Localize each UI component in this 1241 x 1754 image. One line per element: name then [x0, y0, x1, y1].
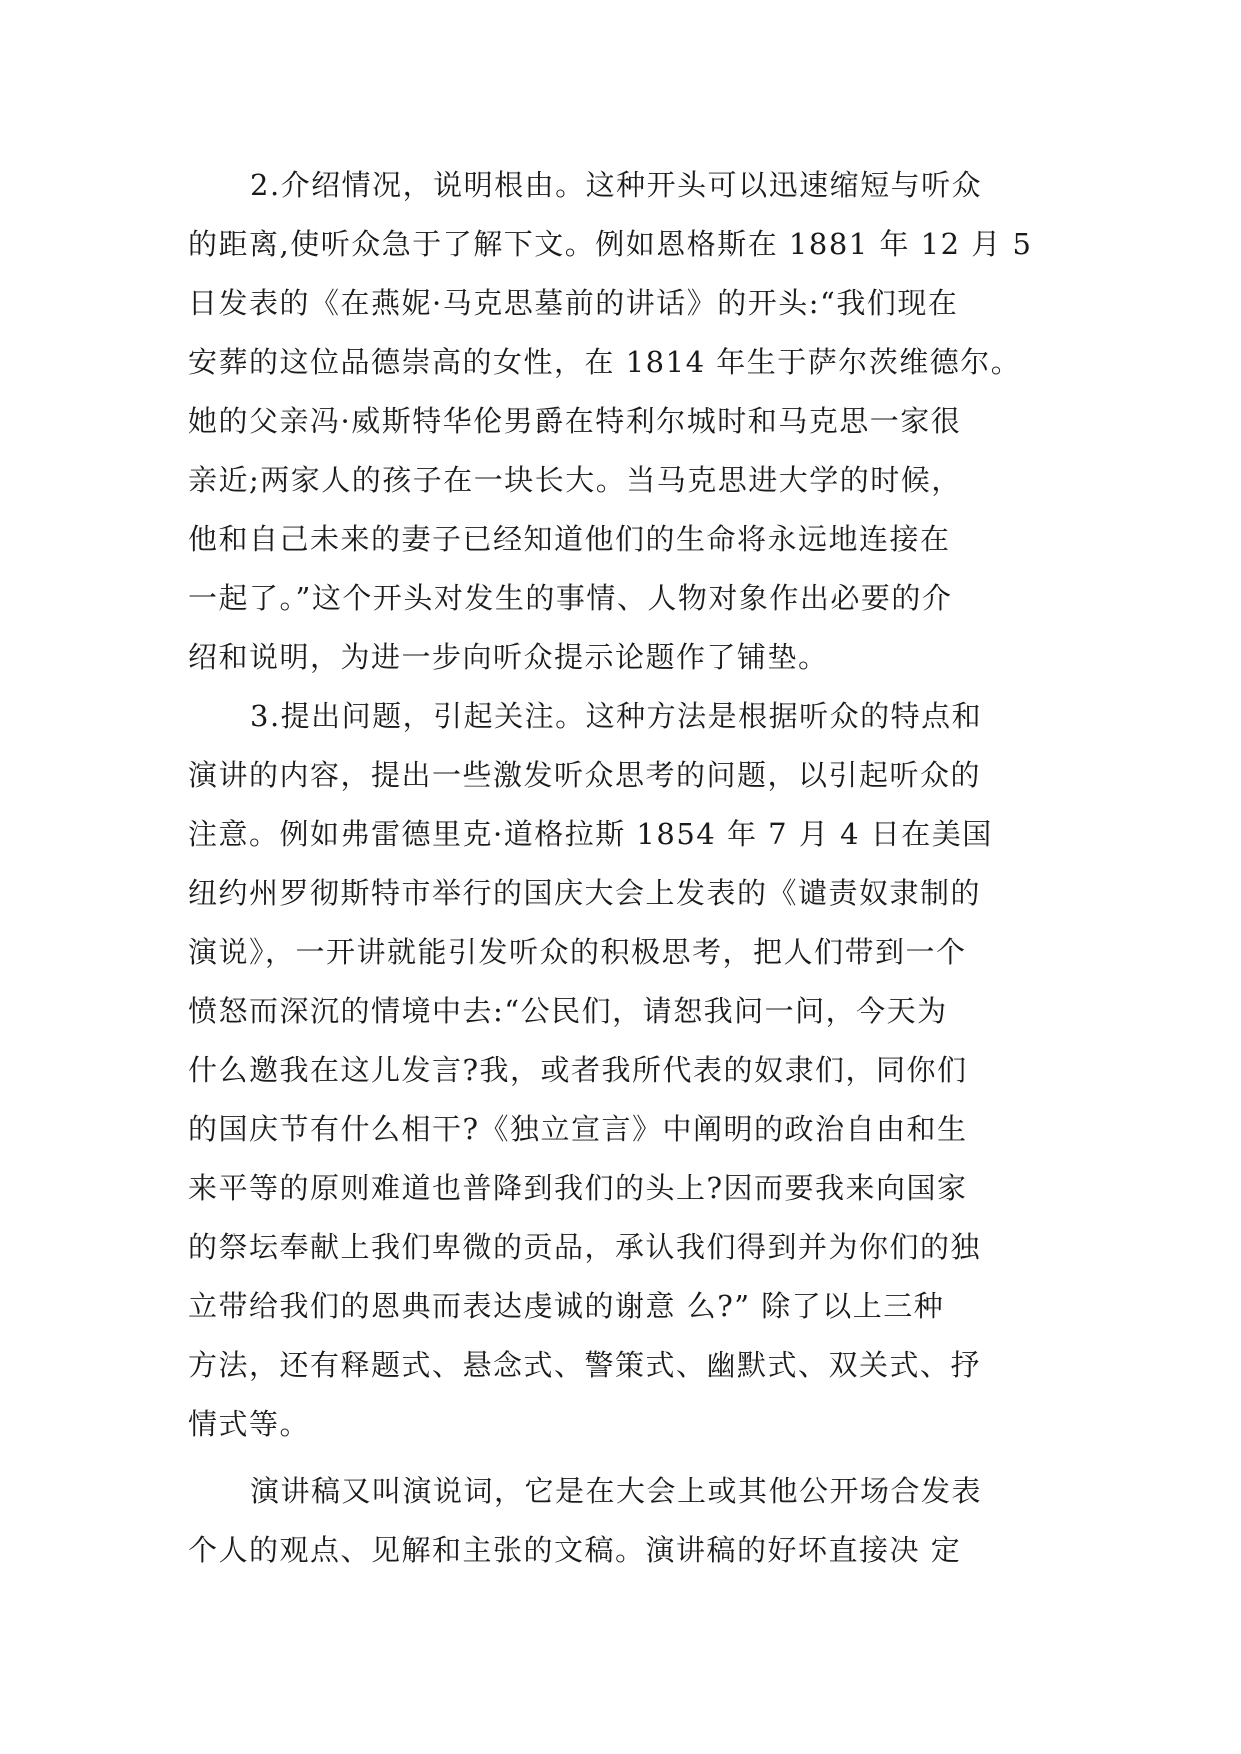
text-line: 3.提出问题，引起关注。这种方法是根据听众的特点和 [250, 699, 983, 733]
text-line: 绍和说明，为进一步向听众提示论题作了铺垫。 [188, 640, 829, 674]
text-line: 情式等。 [188, 1407, 311, 1441]
text-line: 她的父亲冯·威斯特华伦男爵在特利尔城时和马克思一家很 [188, 404, 962, 438]
text-line: 2.介绍情况，说明根由。这种开头可以迅速缩短与听众 [250, 168, 983, 202]
text-line: 亲近;两家人的孩子在一块长大。当马克思进大学的时候， [188, 463, 962, 497]
text-line: 的国庆节有什么相干?《独立宣言》中阐明的政治自由和生 [188, 1112, 968, 1146]
text-line: 演说》，一开讲就能引发听众的积极思考，把人们带到一个 [188, 935, 967, 969]
document-body [188, 156, 1068, 1580]
text-line: 个人的观点、见解和主张的文稿。演讲稿的好坏直接决 定 [188, 1533, 962, 1567]
text-line: 方法，还有释题式、悬念式、警策式、幽默式、双关式、抒 [188, 1348, 982, 1382]
text-line: 来平等的原则难道也普降到我们的头上?因而要我来向国家 [188, 1171, 968, 1205]
text-line: 的距离,使听众急于了解下文。例如恩格斯在 1881 年 12 月 5 [188, 227, 1033, 261]
text-line: 安葬的这位品德崇高的女性，在 1814 年生于萨尔茨维德尔。 [188, 345, 1022, 379]
text-line: 日发表的《在燕妮·马克思墓前的讲话》的开头:“我们现在 [188, 286, 959, 320]
text-line: 愤怒而深沉的情境中去:“公民们，请恕我问一问，今天为 [188, 994, 948, 1028]
text-line: 演讲稿又叫演说词，它是在大会上或其他公开场合发表 [250, 1474, 983, 1508]
text-line: 纽约州罗彻斯特市举行的国庆大会上发表的《谴责奴隶制的 [188, 876, 982, 910]
text-line: 一起了。”这个开头对发生的事情、人物对象作出必要的介 [188, 581, 953, 615]
text-line: 注意。例如弗雷德里克·道格拉斯 1854 年 7 月 4 日在美国 [188, 817, 993, 851]
text-line: 的祭坛奉献上我们卑微的贡品，承认我们得到并为你们的独 [188, 1230, 982, 1264]
text-line: 什么邀我在这儿发言?我，或者我所代表的奴隶们，同你们 [188, 1053, 968, 1087]
text-line: 立带给我们的恩典而表达虔诚的谢意 么?” 除了以上三种 [188, 1289, 945, 1323]
text-line: 他和自己未来的妻子已经知道他们的生命将永远地连接在 [188, 522, 951, 556]
text-line: 演讲的内容，提出一些激发听众思考的问题，以引起听众的 [188, 758, 982, 792]
